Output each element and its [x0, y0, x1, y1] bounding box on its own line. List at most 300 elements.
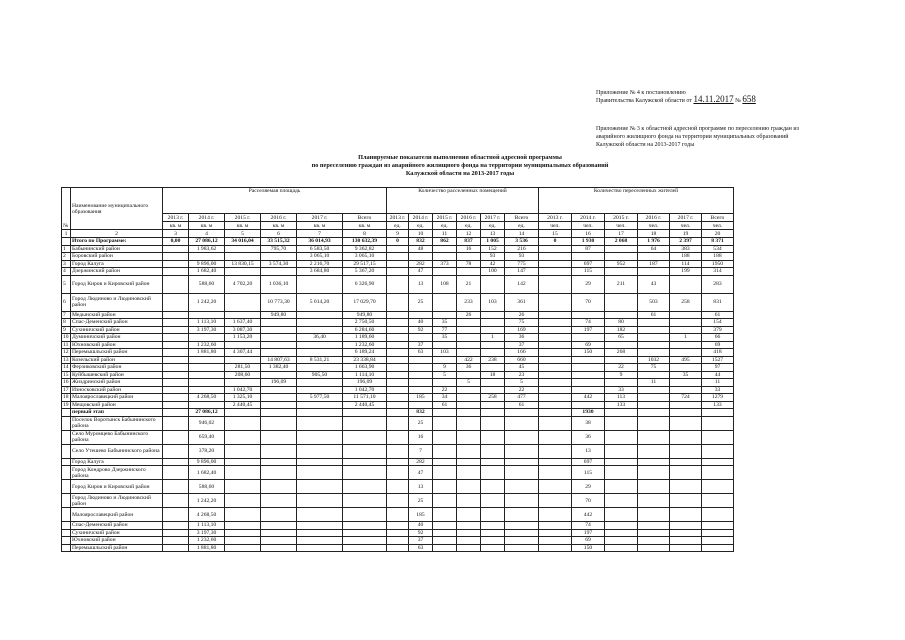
cell-value: 40	[409, 319, 433, 327]
cell-value: 832	[409, 238, 433, 246]
table-row	[62, 371, 734, 379]
unit-header-area: кв. м	[225, 222, 261, 230]
cell-value: 188	[702, 253, 734, 261]
cell-value	[481, 416, 505, 430]
cell-value	[297, 508, 343, 522]
cell-value	[343, 480, 387, 494]
cell-value	[261, 409, 297, 417]
row-number: 18	[63, 394, 69, 401]
cell-value	[539, 394, 572, 402]
cell-value	[539, 401, 572, 409]
year-header-rooms: 2017 г.	[481, 214, 505, 222]
cell-value	[343, 466, 387, 480]
municipality-name: Износковский район	[71, 386, 163, 394]
h-people: Количество переселенных жителей	[539, 188, 734, 214]
cell-value	[387, 356, 409, 364]
cell-value: 1950	[702, 260, 734, 268]
cell-value	[189, 379, 225, 387]
cell-value: 2 750,50	[343, 319, 387, 327]
row-number: 13	[63, 356, 69, 363]
cell-value	[225, 522, 261, 530]
cell-value	[225, 508, 261, 522]
cell-value	[457, 522, 481, 530]
cell-value: 422	[457, 356, 481, 364]
cell-value: 373	[433, 260, 457, 268]
cell-value: 495	[670, 356, 702, 364]
cell-value	[409, 401, 433, 409]
cell-value	[261, 401, 297, 409]
cell-value	[457, 466, 481, 480]
cell-value	[297, 529, 343, 537]
cell-value	[261, 268, 297, 276]
cell-value: 34	[433, 394, 457, 402]
cell-value	[387, 319, 409, 327]
year-header-area: 2015 г.	[225, 214, 261, 222]
cell-value	[702, 466, 734, 480]
cell-value	[670, 444, 702, 458]
municipality-name: Город Киров и Кировский район	[71, 275, 163, 293]
cell-value	[409, 386, 433, 394]
cell-value	[457, 529, 481, 537]
cell-value	[670, 326, 702, 334]
cell-value	[387, 394, 409, 402]
h-area: Расселяемая площадь	[163, 188, 387, 214]
decree-prefix: Правительства Калужской области от	[596, 98, 692, 104]
cell-value	[387, 508, 409, 522]
cell-value	[539, 480, 572, 494]
table-row	[62, 245, 734, 253]
cell-value: 258	[670, 293, 702, 311]
cell-value	[163, 245, 189, 253]
municipality-name: Село Муромцево Бабынинского района	[71, 430, 163, 444]
row-number	[62, 544, 71, 552]
cell-value: 1 189,60	[343, 334, 387, 342]
year-header-rooms: 2016 г.	[457, 214, 481, 222]
cell-value: 9 896,00	[189, 260, 225, 268]
cell-value	[702, 544, 734, 552]
cell-value: 588,60	[189, 480, 225, 494]
cell-value: 42	[481, 260, 505, 268]
cell-value	[163, 401, 189, 409]
cell-value	[539, 430, 572, 444]
cell-value: 361	[505, 293, 539, 311]
cell-value: 35	[433, 334, 457, 342]
cell-value	[457, 319, 481, 327]
cell-value: 22	[605, 364, 638, 372]
row-number: 15	[63, 371, 69, 378]
cell-value	[261, 537, 297, 545]
cell-value	[638, 371, 670, 379]
cell-value	[163, 386, 189, 394]
cell-value: 152	[481, 245, 505, 253]
cell-value	[433, 458, 457, 466]
cell-value	[343, 544, 387, 552]
cell-value: 0	[387, 238, 409, 246]
cell-value: 10 773,30	[261, 293, 297, 311]
column-number: 9	[387, 230, 409, 238]
cell-value: 6 583,50	[297, 245, 343, 253]
cell-value	[457, 334, 481, 342]
column-number: 16	[572, 230, 605, 238]
cell-value	[638, 319, 670, 327]
cell-value	[638, 458, 670, 466]
cell-value: 1 663,90	[343, 364, 387, 372]
cell-value: 13	[572, 444, 605, 458]
cell-value: 258	[481, 394, 505, 402]
cell-value	[702, 494, 734, 508]
cell-value	[638, 416, 670, 430]
cell-value: 185	[409, 394, 433, 402]
table-row	[62, 458, 734, 466]
cell-value	[261, 416, 297, 430]
cell-value	[163, 356, 189, 364]
row-number: 17	[63, 386, 69, 393]
cell-value	[702, 444, 734, 458]
row-number	[62, 238, 71, 246]
table-row	[62, 326, 734, 334]
cell-value	[638, 341, 670, 349]
unit-header-area: кв. м	[189, 222, 225, 230]
cell-value: 3 197,30	[189, 326, 225, 334]
cell-value: 108	[433, 275, 457, 293]
cell-value: 13 830,15	[225, 260, 261, 268]
year-header-people: 2017 г.	[670, 214, 702, 222]
cell-value	[225, 466, 261, 480]
cell-value	[225, 245, 261, 253]
table-row	[62, 260, 734, 268]
cell-value	[297, 379, 343, 387]
cell-value	[409, 356, 433, 364]
cell-value	[433, 430, 457, 444]
row-number: 8	[62, 319, 71, 327]
table-row	[62, 466, 734, 480]
cell-value	[297, 480, 343, 494]
cell-value	[457, 494, 481, 508]
h-no: №	[62, 188, 71, 230]
cell-value: 1 232,60	[343, 341, 387, 349]
cell-value	[225, 311, 261, 319]
cell-value	[539, 268, 572, 276]
cell-value	[163, 522, 189, 530]
table-row	[62, 379, 734, 387]
cell-value	[481, 319, 505, 327]
cell-value: 13	[409, 275, 433, 293]
cell-value	[638, 430, 670, 444]
municipality-name: Малоярославецкий район	[71, 508, 163, 522]
cell-value	[297, 537, 343, 545]
cell-value	[638, 444, 670, 458]
column-number: 19	[670, 230, 702, 238]
cell-value	[605, 544, 638, 552]
cell-value	[457, 458, 481, 466]
cell-value	[702, 409, 734, 417]
cell-value: 92	[409, 529, 433, 537]
cell-value: 3 087,30	[225, 326, 261, 334]
table-row	[62, 401, 734, 409]
cell-value	[409, 379, 433, 387]
cell-value	[670, 430, 702, 444]
cell-value: 182	[605, 326, 638, 334]
cell-value: 9 896,00	[189, 458, 225, 466]
cell-value	[638, 268, 670, 276]
municipality-name: Юхновский район	[71, 341, 163, 349]
cell-value: 2 440,45	[343, 401, 387, 409]
cell-value	[387, 458, 409, 466]
cell-value	[572, 401, 605, 409]
municipality-name: Куйбышевский район	[71, 371, 163, 379]
year-header-people: Всего	[702, 214, 734, 222]
cell-value	[572, 311, 605, 319]
cell-value: 197	[572, 529, 605, 537]
cell-value	[539, 409, 572, 417]
cell-value: 35	[433, 319, 457, 327]
cell-value	[433, 311, 457, 319]
cell-value	[539, 544, 572, 552]
cell-value	[387, 466, 409, 480]
cell-value	[539, 319, 572, 327]
municipality-name: Город Киров и Кировский район	[71, 480, 163, 494]
cell-value: 33	[605, 386, 638, 394]
cell-value	[638, 537, 670, 545]
cell-value	[638, 349, 670, 357]
cell-value	[163, 409, 189, 417]
table-row	[62, 356, 734, 364]
cell-value	[638, 253, 670, 261]
cell-value: 25	[409, 416, 433, 430]
row-number	[62, 480, 71, 494]
cell-value	[297, 311, 343, 319]
cell-value	[670, 364, 702, 372]
cell-value: 69	[572, 341, 605, 349]
cell-value	[189, 334, 225, 342]
cell-value	[189, 311, 225, 319]
cell-value: 905,50	[297, 371, 343, 379]
cell-value: 9 362,82	[343, 245, 387, 253]
unit-header-rooms: ед.	[409, 222, 433, 230]
cell-value	[539, 458, 572, 466]
municipality-name: Перемышльский район	[71, 544, 163, 552]
cell-value: 23	[505, 371, 539, 379]
cell-value	[605, 268, 638, 276]
cell-value	[409, 311, 433, 319]
cell-value	[670, 544, 702, 552]
cell-value: 115	[572, 466, 605, 480]
appendix-line-2	[596, 95, 756, 105]
row-number	[62, 444, 71, 458]
cell-value	[505, 466, 539, 480]
cell-value	[343, 522, 387, 530]
cell-value	[457, 480, 481, 494]
cell-value: 37	[505, 341, 539, 349]
cell-value: 74	[572, 522, 605, 530]
cell-value: 5	[457, 379, 481, 387]
cell-value	[670, 349, 702, 357]
cell-value: 2 068	[605, 238, 638, 246]
cell-value	[702, 430, 734, 444]
h-name: Наименование муниципального образования	[71, 188, 163, 230]
cell-value: 9	[605, 371, 638, 379]
cell-value: 949,80	[261, 311, 297, 319]
cell-value: 100	[481, 268, 505, 276]
cell-value	[481, 311, 505, 319]
cell-value: 208,60	[225, 371, 261, 379]
cell-value	[457, 394, 481, 402]
cell-value: 80	[605, 319, 638, 327]
municipality-name: Город Калуга	[71, 458, 163, 466]
cell-value	[481, 349, 505, 357]
cell-value	[163, 466, 189, 480]
cell-value	[670, 401, 702, 409]
cell-value	[433, 508, 457, 522]
cell-value: 33	[702, 386, 734, 394]
cell-value	[481, 537, 505, 545]
program-appendix-3: Калужской области на 2013-2017 годы	[596, 142, 695, 148]
municipality-name: Город Кондрово Дзержинского района	[71, 466, 163, 480]
cell-value	[638, 334, 670, 342]
cell-value	[433, 379, 457, 387]
column-number: 10	[409, 230, 433, 238]
cell-value	[409, 253, 433, 261]
cell-value	[702, 529, 734, 537]
row-number	[62, 409, 71, 417]
column-number: 6	[261, 230, 297, 238]
cell-value: 418	[702, 349, 734, 357]
cell-value: 103	[433, 349, 457, 357]
municipality-name: Мещовский район	[71, 401, 163, 409]
row-number: 19	[63, 401, 69, 408]
cell-value: 14 807,63	[261, 356, 297, 364]
cell-value	[539, 379, 572, 387]
unit-header-rooms: ед.	[457, 222, 481, 230]
cell-value	[261, 522, 297, 530]
cell-value	[387, 268, 409, 276]
cell-value: 1 005	[481, 238, 505, 246]
cell-value: 1 113,10	[189, 522, 225, 530]
cell-value: 7	[409, 444, 433, 458]
year-header-area: 2014 г.	[189, 214, 225, 222]
cell-value	[457, 349, 481, 357]
cell-value: 169	[505, 326, 539, 334]
cell-value: 1 637,40	[225, 319, 261, 327]
cell-value: 1 242,20	[189, 494, 225, 508]
cell-value: 11	[702, 379, 734, 387]
cell-value: 5	[433, 371, 457, 379]
cell-value	[539, 416, 572, 430]
cell-value: 47	[409, 466, 433, 480]
cell-value	[163, 430, 189, 444]
cell-value	[670, 537, 702, 545]
cell-value	[163, 494, 189, 508]
cell-value	[605, 529, 638, 537]
cell-value	[297, 326, 343, 334]
cell-value: 61	[433, 401, 457, 409]
cell-value: 75	[505, 319, 539, 327]
cell-value	[702, 480, 734, 494]
cell-value	[670, 480, 702, 494]
year-header-people: 2015 г.	[605, 214, 638, 222]
cell-value	[387, 311, 409, 319]
cell-value	[189, 253, 225, 261]
cell-value	[433, 537, 457, 545]
title-line-2: по переселению граждан из аварийного жилищного фонда на территории муниципальных образований	[311, 162, 609, 169]
cell-value: 1 113,10	[189, 319, 225, 327]
cell-value: 4 268,50	[189, 394, 225, 402]
municipality-name: Сухиничский район	[71, 326, 163, 334]
cell-value: 63	[409, 544, 433, 552]
cell-value: 36 014,93	[297, 238, 343, 246]
cell-value	[670, 341, 702, 349]
cell-value	[225, 529, 261, 537]
cell-value: 1527	[702, 356, 734, 364]
total-row	[62, 238, 734, 246]
cell-value	[539, 260, 572, 268]
cell-value: 70	[572, 494, 605, 508]
cell-value: 64	[638, 245, 670, 253]
cell-value	[225, 494, 261, 508]
column-number: 15	[539, 230, 572, 238]
cell-value	[297, 275, 343, 293]
cell-value: 17 029,70	[343, 293, 387, 311]
cell-value: 154	[702, 319, 734, 327]
cell-value: 8 371	[702, 238, 734, 246]
cell-value	[343, 444, 387, 458]
cell-value	[457, 401, 481, 409]
row-number: 16	[63, 379, 69, 386]
cell-value	[387, 544, 409, 552]
cell-value	[297, 458, 343, 466]
cell-value	[163, 275, 189, 293]
cell-value	[189, 401, 225, 409]
row-number	[62, 537, 71, 545]
cell-value	[163, 537, 189, 545]
municipality-name: Спас-Деменский район	[71, 522, 163, 530]
column-number: 2	[71, 230, 163, 238]
cell-value	[481, 494, 505, 508]
cell-value	[225, 293, 261, 311]
cell-value	[670, 386, 702, 394]
cell-value	[387, 444, 409, 458]
cell-value	[457, 444, 481, 458]
cell-value: 196,09	[343, 379, 387, 387]
municipality-name: Город Калуга	[71, 260, 163, 268]
cell-value	[163, 311, 189, 319]
unit-header-people: чел.	[702, 222, 734, 230]
cell-value	[605, 356, 638, 364]
cell-value: 379	[702, 326, 734, 334]
cell-value: 1930	[572, 409, 605, 417]
cell-value	[163, 444, 189, 458]
cell-value: 77	[433, 326, 457, 334]
cell-value: 4 307,44	[225, 349, 261, 357]
unit-header-people: чел.	[539, 222, 572, 230]
table-row	[62, 508, 734, 522]
cell-value	[343, 416, 387, 430]
cell-value	[261, 326, 297, 334]
cell-value	[433, 544, 457, 552]
cell-value: 1 682,40	[189, 268, 225, 276]
cell-value	[481, 430, 505, 444]
cell-value: 1 036,10	[261, 275, 297, 293]
cell-value	[261, 458, 297, 466]
cell-value	[343, 529, 387, 537]
cell-value	[605, 522, 638, 530]
cell-value	[297, 341, 343, 349]
cell-value	[261, 253, 297, 261]
column-number: 17	[605, 230, 638, 238]
cell-value: 233	[457, 293, 481, 311]
cell-value	[457, 430, 481, 444]
cell-value	[605, 537, 638, 545]
